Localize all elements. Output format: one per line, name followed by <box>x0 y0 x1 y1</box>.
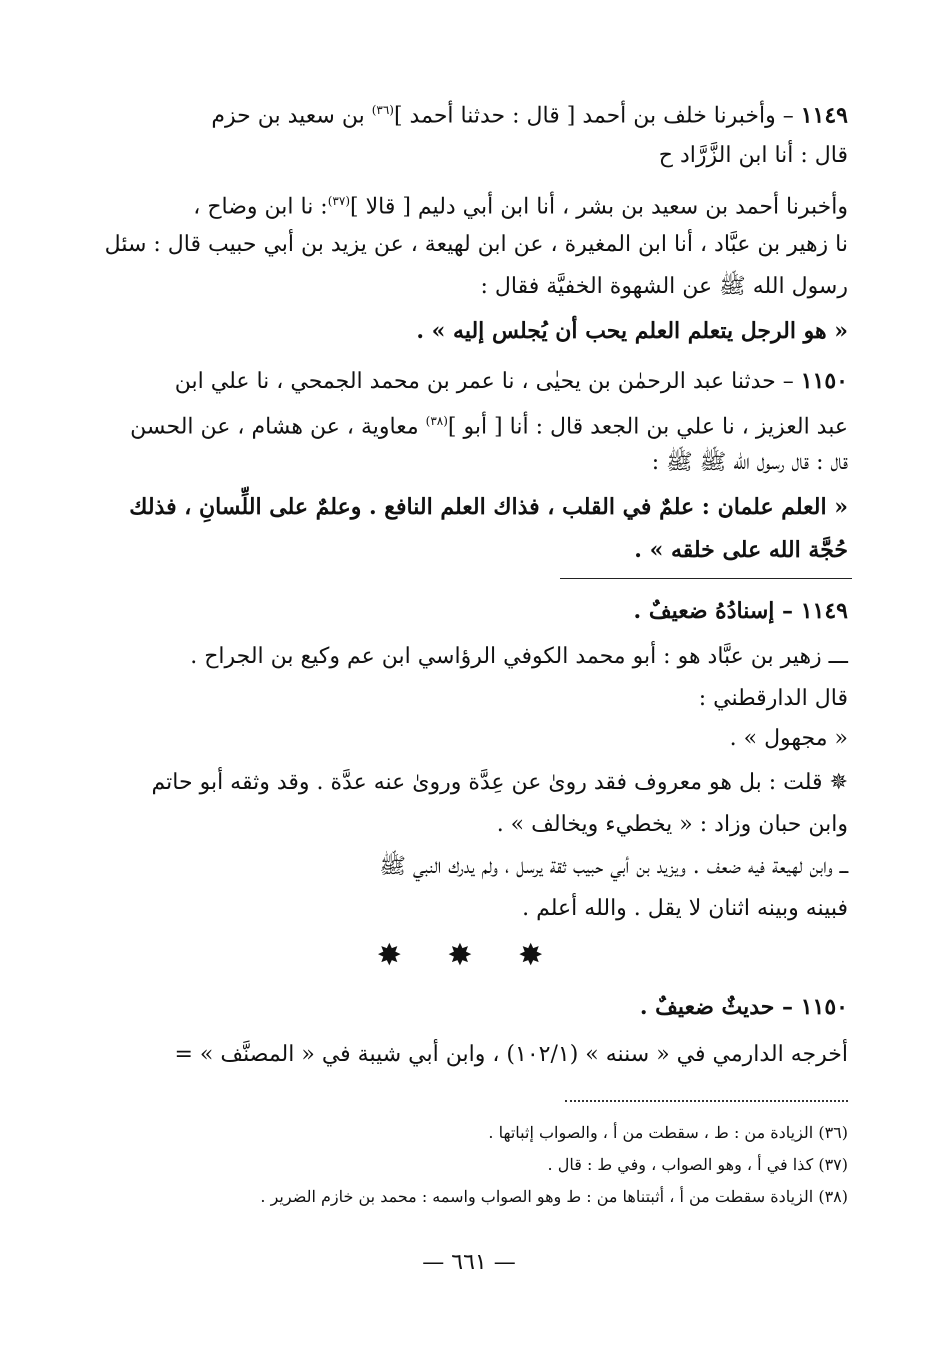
commentary-1149-p6: ـــ وابن لهيعة فيه ضعف . ويزيد بن أبي حبيب ثقة يرسل ، ولم يدرك النبي ﷺ <box>379 854 848 879</box>
hadith-1149-line-3 <box>193 186 848 222</box>
text: بن سعيد بن حزم <box>211 103 365 129</box>
footnote-38: (٣٨) الزيادة سقطت من أ ، أثبتناها من : ط وهو الصواب واسمه : محمد بن خازم الضرير . <box>260 1187 848 1206</box>
hadith-1149-matn: « هو الرجل يتعلم العلم يحب أن يُجلس إليه » . <box>416 318 848 344</box>
hadith-1150-line-3: قال : قال رسول الله ﷺ ﷺ : <box>651 450 848 475</box>
commentary-verdict: – حديثٌ ضعيفٌ . <box>639 994 794 1020</box>
commentary-1149-p1: ـــ زهير بن عبَّاد هو : أبو محمد الكوفي الرؤاسي ابن عم وكيع بن الجراح . <box>190 644 848 669</box>
commentary-1150-heading <box>640 992 848 1022</box>
commentary-1149-heading <box>634 596 849 626</box>
commentary-1150-p1: أخرجه الدارمي في « سننه » (١٠٢/١) ، وابن أبي شيبة في « المصنَّف » = <box>174 1042 848 1067</box>
hadith-1150-line-1 <box>175 366 848 397</box>
commentary-number: ١١٤٩ <box>800 598 848 624</box>
hadith-1149-line-4: نا زهير بن عبَّاد ، أنا ابن المغيرة ، عن ابن لهيعة ، عن يزيد بن أبي حبيب قال : سئل <box>104 232 848 257</box>
commentary-1149-p3: « مجهول » . <box>729 726 848 751</box>
hadith-number: ١١٤٩ <box>800 102 848 129</box>
commentary-1149-p5: وابن حبان وزاد : « يخطيء ويخالف » . <box>496 812 848 837</box>
commentary-1149-p7: فبينه وبينه اثنان لا يقل . والله أعلم . <box>522 896 848 921</box>
text: وأخبرنا أحمد بن سعيد بن بشر ، أنا ابن أبي دليم [ قالا ] <box>350 194 848 220</box>
hadith-1149-line-2: قال : أنا ابن الزَّرَّاد ح <box>658 143 848 168</box>
text: : نا ابن وضاح ، <box>193 194 328 220</box>
commentary-number: ١١٥٠ <box>800 994 848 1020</box>
hadith-1150-line-2 <box>130 406 848 442</box>
commentary-verdict: – إسنادُهُ ضعيفٌ . <box>633 598 794 624</box>
hadith-1149-line-5: رسول الله ﷺ عن الشهوة الخفيَّة فقال : <box>480 274 848 299</box>
section-divider <box>560 578 852 579</box>
footnote-ref[interactable]: (٣٨) <box>425 414 448 428</box>
hadith-1150-matn-2: حُجَّة الله على خلقه » . <box>634 537 848 563</box>
hadith-1150-matn-1: « العلم علمان : علمٌ في القلب ، فذاك العلم النافع . وعلمٌ على اللِّسانِ ، فذلك <box>129 494 848 520</box>
footnote-ref[interactable]: (٣٦) <box>371 103 394 117</box>
commentary-1149-p2: قال الدارقطني : <box>698 686 848 711</box>
footnote-separator <box>565 1100 848 1102</box>
footnote-36: (٣٦) الزيادة من : ط ، سقطت من أ ، والصواب إثباتها . <box>488 1123 848 1142</box>
page-number: — ٦٦١ — <box>422 1250 516 1275</box>
text: عبد العزيز ، نا علي بن الجعد قال : أنا [ أبو ] <box>447 414 848 440</box>
text: – وأخبرنا خلف بن أحمد [ قال : حدثنا أحمد ] <box>393 103 794 129</box>
hadith-number: ١١٥٠ <box>800 368 848 394</box>
commentary-1149-p4: ✵ قلت : بل هو معروف فقد روىٰ عن عِدَّة وروىٰ عنه عدَّة . وقد وثقه أبو حاتم <box>151 770 848 795</box>
text: معاوية ، عن هشام ، عن الحسن <box>130 414 419 440</box>
footnote-ref[interactable]: (٣٧) <box>327 194 350 208</box>
star-separator-icon: ✸ ✸ ✸ <box>376 938 562 973</box>
hadith-1149-line-1 <box>211 95 848 131</box>
footnote-37: (٣٧) كذا في أ ، وهو الصواب ، وفي ط : قال . <box>547 1155 848 1174</box>
text: – حدثنا عبد الرحمٰن بن يحيٰى ، نا عمر بن محمد الجمحي ، نا علي ابن <box>174 369 794 394</box>
